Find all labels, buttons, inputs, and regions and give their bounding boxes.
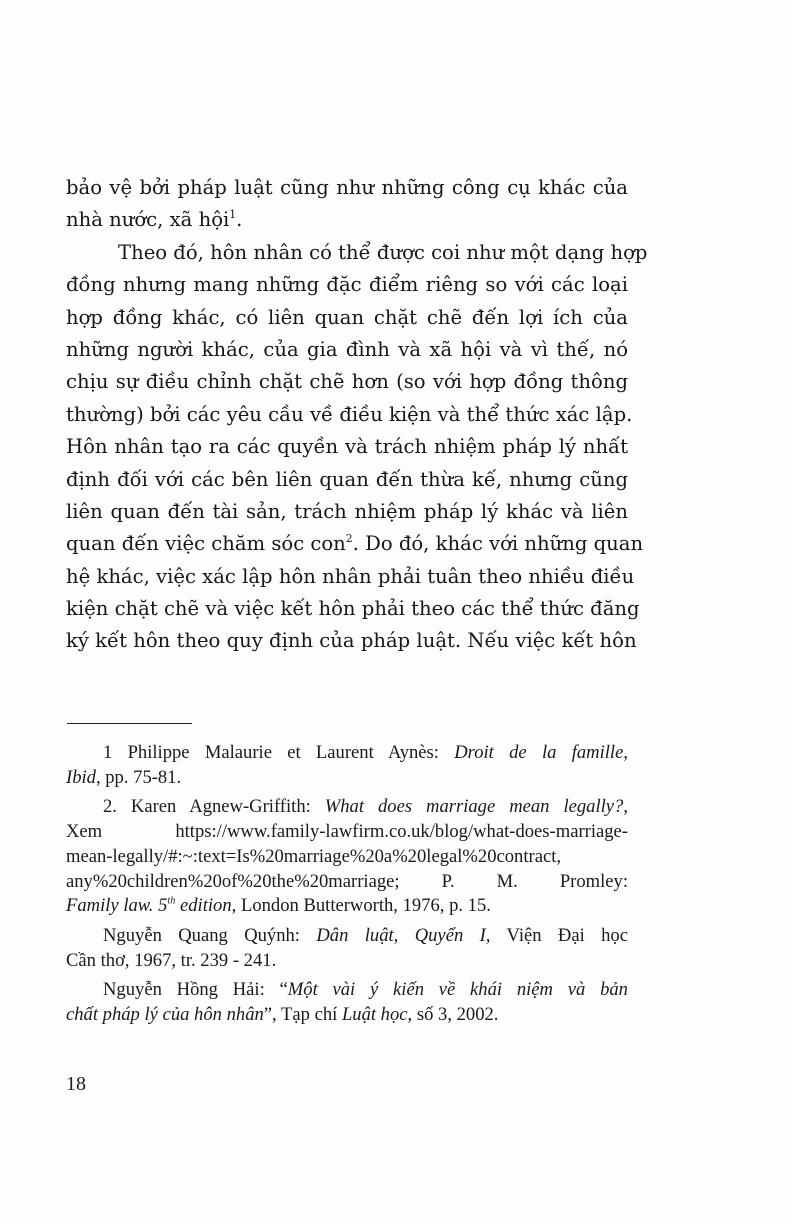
body-line: định đối với các bên liên quan đến thừa kế, nhưng cũng <box>66 467 628 491</box>
footnote-line <box>66 924 628 949</box>
footnote-separator <box>67 723 192 724</box>
footnote-line <box>66 870 628 895</box>
text: Viện Đại học <box>490 924 628 946</box>
footnote-line <box>66 766 628 791</box>
body-line: Hôn nhân tạo ra các quyền và trách nhiệm pháp lý nhất <box>66 435 628 459</box>
body-line: Theo đó, hôn nhân có thể được coi như một dạng hợp <box>118 240 648 264</box>
text: Nguyễn Quang Quýnh: <box>103 924 317 946</box>
footnote-2 <box>66 795 628 919</box>
footnote-3 <box>66 924 628 974</box>
footnotes-section <box>66 741 628 1032</box>
text: , <box>623 796 628 818</box>
footnote-ref-2[interactable]: 2 <box>345 532 353 546</box>
body-line: chịu sự điều chỉnh chặt chẽ hơn (so với hợp đồng thông <box>66 370 628 394</box>
text: London Butterworth, 1976, p. 15. <box>236 895 491 917</box>
body-line: quan đến việc chăm sóc con$^2$. Do đó, khác với những quan <box>66 532 644 556</box>
text: Xem https://www.family-lawfirm.co.uk/blog/what-does-marriage- <box>66 820 628 842</box>
italic-text: edition, <box>175 895 237 917</box>
text: , số 3, 2002. <box>407 1003 499 1025</box>
italic-text: What does marriage mean legally? <box>324 796 624 818</box>
footnote-4 <box>66 978 628 1028</box>
footnote-line <box>66 1003 628 1028</box>
body-line: kiện chặt chẽ và việc kết hôn phải theo các thể thức đăng <box>66 597 640 621</box>
body-line: nhà nước, xã hội$^1$. <box>66 208 243 232</box>
italic-text: Dân luật, Quyển I, <box>316 924 491 946</box>
italic-text: chất pháp lý của hôn nhân <box>66 1003 264 1025</box>
text: mean-legally/#:~:text=Is%20marriage%20a%20legal%20contract, <box>66 845 562 867</box>
footnote-line <box>66 741 628 766</box>
italic-text: th <box>167 895 176 907</box>
footnote-line <box>66 795 628 820</box>
text: , pp. 75-81. <box>95 766 182 788</box>
body-line: ký kết hôn theo quy định của pháp luật. Nếu việc kết hôn <box>66 629 637 653</box>
body-line: đồng nhưng mang những đặc điểm riêng so với các loại <box>66 273 628 297</box>
text: Cần thơ, 1967, tr. 239 - 241. <box>66 949 277 971</box>
body-line: hợp đồng khác, có liên quan chặt chẽ đến lợi ích của <box>66 305 628 329</box>
footnote-line <box>66 820 628 845</box>
footnote-1 <box>66 741 628 791</box>
italic-text: Luật học <box>341 1003 408 1025</box>
italic-text: Một vài ý kiến về khái niệm và bản <box>287 978 628 1000</box>
page-number: 18 <box>66 1073 86 1095</box>
italic-text: Family law. 5 <box>66 895 168 917</box>
body-line: hệ khác, việc xác lập hôn nhân phải tuân theo nhiều điều <box>66 564 635 588</box>
text: any%20children%20of%20the%20marriage; P. M. Promley: <box>66 870 628 892</box>
footnote-line <box>66 978 628 1003</box>
text: Nguyễn Hồng Hải: “ <box>103 978 288 1000</box>
italic-text: Droit de la famille <box>454 742 624 763</box>
text: 2. Karen Agnew-Griffith: <box>103 796 325 818</box>
footnote-ref-1[interactable]: 1 <box>229 208 237 222</box>
footnote-line <box>66 894 628 919</box>
footnote-line <box>66 845 628 870</box>
body-text <box>66 172 648 658</box>
footnote-line <box>66 949 628 974</box>
body-line: liên quan đến tài sản, trách nhiệm pháp lý khác và liên <box>66 499 628 523</box>
body-line: bảo vệ bởi pháp luật cũng như những công cụ khác của <box>66 176 628 199</box>
text: , <box>623 742 628 763</box>
body-line: những người khác, của gia đình và xã hội và vì thế, nó <box>66 337 628 361</box>
body-line: thường) bởi các yêu cầu về điều kiện và thể thức xác lập. <box>66 402 633 426</box>
text: 1 Philippe Malaurie et Laurent Aynès: <box>103 742 455 763</box>
text: ”, Tạp chí <box>263 1003 342 1025</box>
italic-text: Ibid <box>66 766 96 788</box>
